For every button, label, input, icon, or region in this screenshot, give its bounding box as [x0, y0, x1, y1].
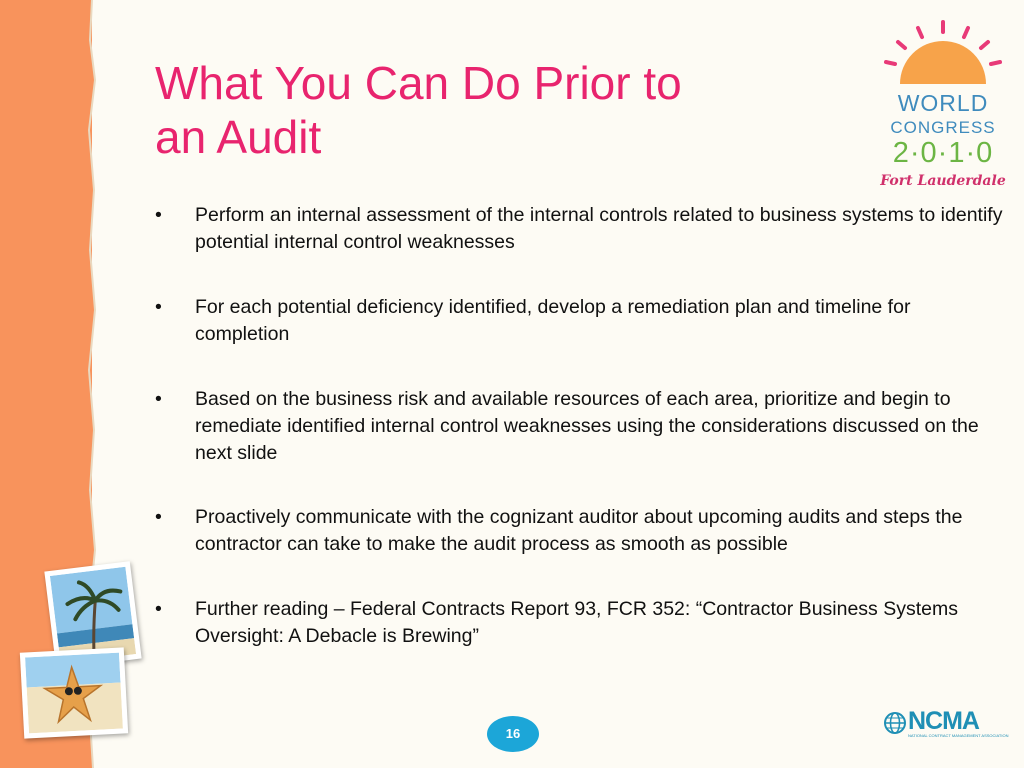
bullet-text: Perform an internal assessment of the internal controls related to business systems to identify potential internal control weaknesses — [195, 204, 1003, 253]
bullet-dot: • — [155, 506, 162, 528]
bullet-dot: • — [155, 388, 162, 410]
logo-congress-text: CONGRESS — [890, 118, 996, 137]
bullet-item — [155, 202, 1005, 256]
logo-city-text: Fort Lauderdale — [880, 173, 1006, 189]
bullet-item — [155, 504, 1005, 558]
ncma-tagline: NATIONAL CONTRACT MANAGEMENT ASSOCIATION — [908, 733, 1009, 738]
bullet-text: For each potential deficiency identified, develop a remediation plan and timeline for completion — [195, 296, 911, 345]
starfish-icon — [25, 653, 123, 734]
ncma-logo — [884, 707, 1009, 743]
bullet-dot: • — [155, 204, 162, 226]
bullet-dot: • — [155, 598, 162, 620]
starfish-photo — [20, 647, 128, 738]
bullet-item — [155, 596, 1005, 650]
bullet-dot: • — [155, 296, 162, 318]
bullet-item — [155, 386, 1005, 467]
ncma-wordmark: NCMA — [908, 707, 979, 735]
logo-year-text: 2·0·1·0 — [892, 137, 994, 169]
sun-icon — [878, 18, 1008, 90]
globe-icon — [884, 712, 906, 734]
title-line-1: What You Can Do Prior to — [155, 57, 682, 109]
logo-world-text: WORLD — [897, 90, 989, 116]
title-line-2: an Audit — [155, 111, 322, 163]
bullet-item — [155, 294, 1005, 348]
slide-title — [155, 56, 795, 164]
bullet-text: Proactively communicate with the cognizant auditor about upcoming audits and steps the contractor can take to make the audit process as smooth as possible — [195, 506, 963, 555]
world-congress-logo — [878, 18, 1008, 198]
bullet-text: Based on the business risk and available resources of each area, prioritize and begin to remediate identified internal control weaknesses using the considerations discussed on the next slide — [195, 388, 979, 464]
bullet-text: Further reading – Federal Contracts Report 93, FCR 352: “Contractor Business Systems Oversight: A Debacle is Brewing” — [195, 598, 958, 647]
bullet-list — [155, 202, 1005, 688]
page-number-badge: 16 — [487, 716, 539, 752]
